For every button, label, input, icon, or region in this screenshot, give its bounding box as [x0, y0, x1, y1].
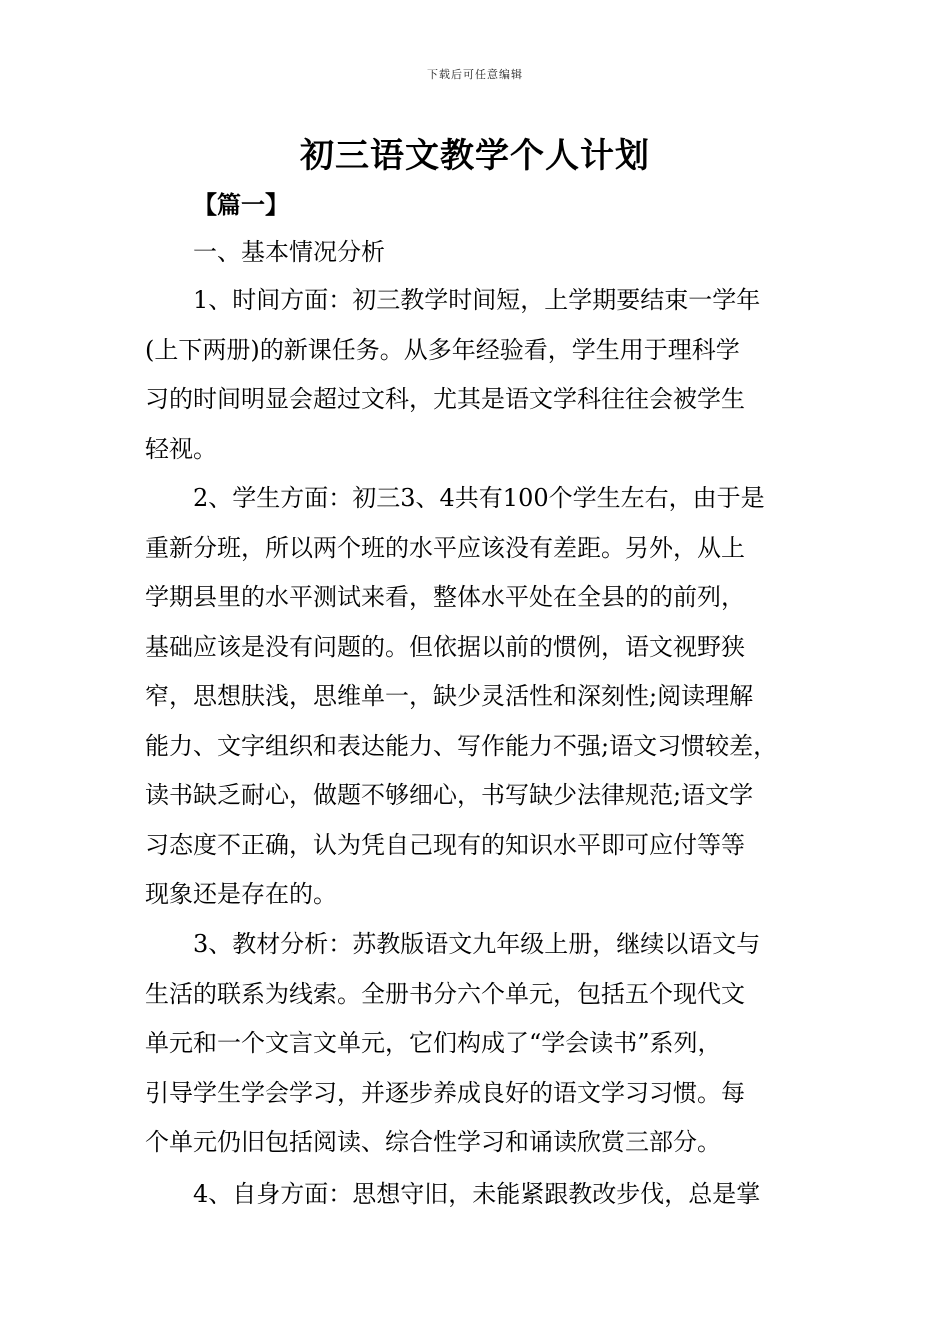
paragraph-line: 重新分班，所以两个班的水平应该没有差距。另外，从上 [145, 533, 745, 562]
paragraph-line: 现象还是存在的。 [145, 880, 337, 908]
paragraph-students [145, 474, 815, 920]
paragraph-line: 习态度不正确，认为凭自己现有的知识水平即可应付等等 [145, 830, 745, 859]
paragraph-line: 习的时间明显会超过文科，尤其是语文学科往往会被学生 [145, 385, 745, 413]
paragraph-self [145, 1170, 815, 1220]
paragraph-line: (上下两册)的新课任务。从多年经验看，学生用于理科学 [145, 335, 740, 364]
paragraph-line: 1、时间方面：初三教学时间短，上学期要结束一学年 [193, 286, 761, 314]
paragraph-line: 个单元仍旧包括阅读、综合性学习和诵读欣赏三部分。 [145, 1128, 721, 1156]
paragraph-line: 单元和一个文言文单元，它们构成了“学会读书”系列， [145, 1029, 722, 1057]
section-heading: 一、基本情况分析 [193, 238, 385, 266]
paragraph-line: 读书缺乏耐心，做题不够细心，书写缺少法律规范;语文学 [145, 781, 754, 809]
paragraph-time [145, 276, 815, 474]
section-tag: 【篇一】 [193, 190, 289, 219]
document-title: 初三语文教学个人计划 [300, 136, 650, 176]
paragraph-line: 引导学生学会学习，并逐步养成良好的语文学习习惯。每 [145, 1078, 745, 1107]
paragraph-line: 4、自身方面：思想守旧，未能紧跟教改步伐，总是掌 [193, 1180, 761, 1208]
header-note: 下载后可任意编辑 [427, 68, 523, 81]
paragraph-line: 学期县里的水平测试来看，整体水平处在全县的的前列， [145, 583, 745, 611]
paragraph-line: 轻视。 [145, 434, 217, 463]
paragraph-line: 2、学生方面：初三3、4共有100个学生左右，由于是 [193, 484, 765, 512]
paragraph-line: 窄，思想肤浅，思维单一，缺少灵活性和深刻性;阅读理解 [145, 682, 754, 710]
paragraph-line: 3、教材分析：苏教版语文九年级上册，继续以语文与 [193, 930, 761, 958]
paragraph-line: 能力、文字组织和表达能力、写作能力不强;语文习惯较差， [145, 731, 778, 760]
paragraph-line: 基础应该是没有问题的。但依据以前的惯例，语文视野狭 [145, 632, 745, 661]
paragraph-line: 生活的联系为线索。全册书分六个单元，包括五个现代文 [145, 979, 745, 1008]
paragraph-textbook [145, 920, 815, 1168]
